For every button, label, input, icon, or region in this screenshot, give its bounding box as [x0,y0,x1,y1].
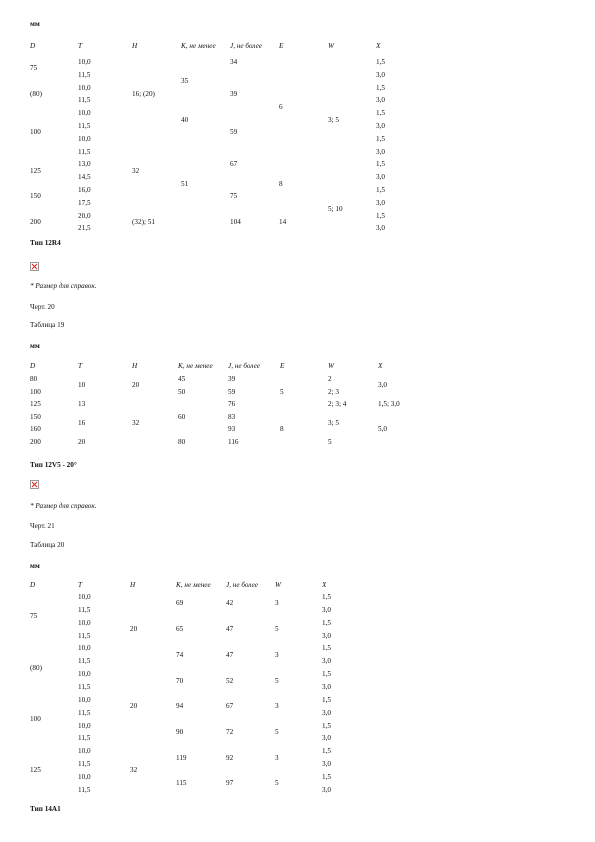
table-cell: (32); 51 [132,218,155,226]
table-cell: 60 [178,412,186,421]
table-cell: 17,5 [78,198,91,207]
table-cell: 11,5 [78,122,91,130]
table-cell: 10,0 [78,644,91,653]
column-header: K, не менее [176,581,211,589]
table-cell: 67 [230,160,238,169]
table-cell: 13 [78,400,86,409]
section-heading: Тип 12R4 [30,239,61,247]
column-header: X [322,581,327,589]
table-cell: 39 [228,375,236,383]
table-cell: 20 [130,625,138,634]
table-cell: 35 [181,77,189,86]
table-cell: 97 [226,779,234,788]
table-cell: 20 [130,702,138,711]
table-cell: 51 [181,179,189,188]
column-header: J, не более [230,42,262,50]
table-cell: 10,0 [78,134,91,143]
column-header: K, не менее [178,362,213,370]
table-cell: 1,5 [376,211,385,220]
caption: Черт. 20 [30,303,55,311]
table-cell: 3,0 [376,224,385,233]
table-cell: 10 [78,381,86,390]
table-cell: 11,5 [78,657,91,666]
table-cell: 125 [30,766,41,775]
table-cell: 75 [30,64,38,73]
table-cell: 6 [279,102,283,111]
table-cell: 11,5 [78,682,91,691]
table-cell: 20 [78,438,86,446]
table-cell: 3,0 [322,708,331,717]
table-cell: 45 [178,375,186,383]
column-header: X [378,362,383,370]
caption: Таблица 20 [30,541,65,549]
table-cell: 1,5 [322,670,331,679]
table-cell: 21,5 [78,224,91,233]
table-cell: 42 [226,599,234,608]
table-cell: 160 [30,425,41,434]
table-cell: 1,5; 3,0 [378,400,400,409]
table-cell: 11,5 [78,760,91,769]
table-cell: 3 [275,599,279,608]
table-cell: 69 [176,599,184,608]
column-header: T [78,362,82,370]
table-cell: 75 [30,612,38,621]
table-cell: 20 [132,381,140,390]
footnote: * Размер для справок. [30,502,97,510]
table-cell: 8 [279,179,283,188]
table-cell: 5; 10 [328,205,343,214]
table-cell: 116 [228,438,239,446]
table-cell: 59 [230,128,238,137]
table-cell: 100 [30,128,41,137]
table-cell: 104 [230,218,241,226]
table-cell: 11,5 [78,785,91,794]
table-cell: 16; (20) [132,90,155,98]
table-cell: 3,0 [376,147,385,156]
table-cell: 1,5 [376,160,385,169]
table-cell: 10,0 [78,83,91,92]
table-cell: 52 [226,676,234,685]
caption: Черт. 21 [30,522,55,530]
table-cell: 5 [275,676,279,685]
table-cell: 14,5 [78,173,91,182]
table-cell: 5 [280,387,284,396]
table-cell: 115 [176,779,187,788]
table-cell: 11,5 [78,605,91,614]
table-cell: 3,0 [322,785,331,794]
table-cell: 94 [176,702,184,711]
column-header: D [30,581,36,589]
caption: Таблица 19 [30,321,65,329]
table-cell: 100 [30,387,41,396]
table-cell: 16,0 [78,186,91,194]
column-header: W [328,362,334,370]
table-cell: 5 [275,625,279,634]
unit-label: мм [30,562,40,570]
column-header: D [30,42,36,50]
table-cell: 74 [176,650,184,659]
table-cell: 2 [328,375,332,383]
table-cell: 65 [176,625,184,634]
column-header: T [78,581,82,589]
table-cell: 11,5 [78,708,91,717]
table-cell: 47 [226,650,234,659]
table-cell: 3; 5 [328,419,339,428]
table-cell: 200 [30,218,41,226]
table-cell: 3; 5 [328,115,339,124]
table-cell: 1,5 [376,134,385,143]
table-cell: 3,0 [322,682,331,691]
table-cell: 10,0 [78,109,91,118]
table-cell: 11,5 [78,96,91,105]
table-cell: 3 [275,702,279,711]
table-cell: 10,0 [78,772,91,781]
table-cell: (80) [30,90,42,98]
table-cell: 83 [228,412,236,421]
table-cell: 92 [226,753,234,762]
footnote: * Размер для справок. [30,282,97,290]
section-heading: Тип 14A1 [30,805,61,813]
table-cell: 1,5 [376,186,385,194]
table-cell: 125 [30,400,41,409]
table-cell: 3,0 [378,381,387,390]
table-cell: 10,0 [78,58,91,66]
table-cell: 3,0 [322,657,331,666]
table-cell: 10,0 [78,695,91,704]
table-cell: 39 [230,90,238,98]
table-cell: 3,0 [376,96,385,105]
table-cell: 3,0 [322,760,331,769]
table-cell: 150 [30,412,41,421]
table-cell: 14 [279,218,287,226]
table-cell: 11,5 [78,70,91,79]
table-cell: 1,5 [322,644,331,653]
table-cell: 11,5 [78,147,91,156]
table-cell: 3,0 [376,198,385,207]
table-cell: 5,0 [378,425,387,434]
table-cell: 11,5 [78,734,91,743]
table-cell: 32 [132,419,140,428]
table-cell: 20,0 [78,211,91,220]
column-header: W [328,42,334,50]
table-cell: 1,5 [322,593,331,601]
table-cell: 59 [228,387,236,396]
table-cell: 150 [30,192,41,201]
table-cell: (80) [30,663,42,672]
unit-label: мм [30,342,40,350]
table-cell: 93 [228,425,236,434]
table-cell: 3,0 [376,70,385,79]
table-cell: 70 [176,676,184,685]
table-cell: 3 [275,753,279,762]
table-cell: 200 [30,438,41,446]
table-cell: 10,0 [78,747,91,756]
table-cell: 2; 3; 4 [328,400,347,409]
column-header: E [279,42,284,50]
table-cell: 1,5 [322,772,331,781]
table-cell: 3,0 [322,605,331,614]
table-cell: 90 [176,727,184,736]
table-cell: 10,0 [78,670,91,679]
column-header: D [30,362,36,370]
table-cell: 3,0 [322,631,331,640]
table-cell: 1,5 [376,58,385,66]
column-header: H [130,581,136,589]
table-cell: 40 [181,115,189,124]
column-header: W [275,581,281,589]
table-cell: 3,0 [376,122,385,130]
table-cell: 1,5 [322,695,331,704]
table-cell: 34 [230,58,238,66]
table-cell: 5 [275,779,279,788]
table-cell: 1,5 [376,83,385,92]
table-cell: 8 [280,425,284,434]
table-cell: 67 [226,702,234,711]
section-heading: Тип 12V5 - 20° [30,461,77,469]
table-cell: 10,0 [78,721,91,730]
table-cell: 2; 3 [328,387,339,396]
table-cell: 5 [328,438,332,446]
table-cell: 125 [30,166,41,175]
column-header: T [78,42,82,50]
table-cell: 1,5 [322,747,331,756]
column-header: J, не более [228,362,260,370]
column-header: K, не менее [181,42,216,50]
table-cell: 1,5 [322,721,331,730]
table-cell: 100 [30,715,41,724]
column-header: J, не более [226,581,258,589]
column-header: E [280,362,285,370]
column-header: X [376,42,381,50]
table-cell: 119 [176,753,187,762]
table-cell: 76 [228,400,236,409]
broken-image-icon [30,480,39,489]
table-cell: 50 [178,387,186,396]
table-cell: 10,0 [78,593,91,601]
table-cell: 5 [275,727,279,736]
table-cell: 10,0 [78,618,91,627]
table-cell: 80 [30,375,38,383]
unit-label: мм [30,20,40,28]
table-cell: 11,5 [78,631,91,640]
table-cell: 32 [130,766,138,775]
table-cell: 1,5 [322,618,331,627]
table-cell: 1,5 [376,109,385,118]
table-cell: 3,0 [376,173,385,182]
table-cell: 80 [178,438,186,446]
column-header: H [132,362,138,370]
table-cell: 13,0 [78,160,91,169]
column-header: H [132,42,138,50]
table-cell: 72 [226,727,234,736]
table-cell: 47 [226,625,234,634]
table-cell: 16 [78,419,86,428]
table-cell: 75 [230,192,238,201]
broken-image-icon [30,262,39,271]
table-cell: 32 [132,166,140,175]
table-cell: 3,0 [322,734,331,743]
table-cell: 3 [275,650,279,659]
